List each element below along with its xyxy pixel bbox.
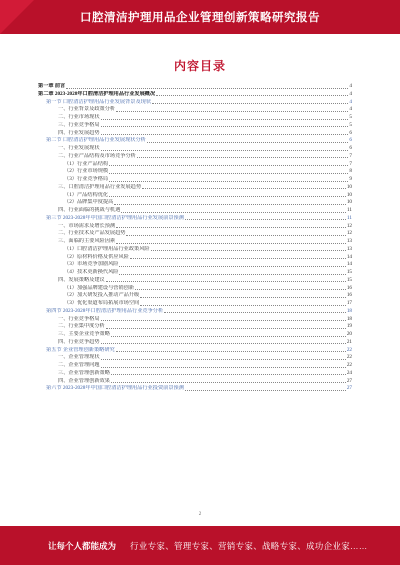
toc-entry-page: 10	[346, 183, 352, 190]
toc-entry-page: 6	[349, 137, 352, 144]
toc-entry[interactable]	[38, 300, 352, 308]
toc-entry-label: （3）行业竞争格局	[64, 176, 109, 182]
toc-entry-page: 5	[349, 121, 352, 128]
toc-entry[interactable]	[38, 277, 352, 285]
toc-entry-label: （2）加大研发投入推动产品升级	[64, 292, 140, 299]
toc-entry-label: 第三节 2023-2028年中国口腔清洁护理用品行业发展前景预测	[46, 214, 184, 221]
toc-entry-label: 三、企业管理创新策略	[58, 369, 110, 376]
toc-leader-dots	[185, 215, 346, 221]
toc-leader-dots	[164, 308, 346, 314]
toc-entry[interactable]	[38, 238, 352, 246]
toc-entry-page: 27	[346, 385, 352, 392]
toc-leader-dots	[137, 153, 349, 159]
toc-entry[interactable]	[38, 114, 352, 122]
toc-entry-label: 二、行业产品结构及市场竞争分析	[58, 152, 136, 159]
toc-entry[interactable]	[38, 199, 352, 207]
toc-entry-label: 三、行业竞争格局	[58, 121, 100, 128]
document-title: 口腔清洁护理用品企业管理创新策略研究报告	[80, 12, 320, 24]
toc-entry-label: 二、企业管理问题	[58, 362, 100, 368]
toc-leader-dots	[152, 99, 348, 105]
toc-leader-dots	[116, 106, 348, 112]
toc-entry[interactable]	[38, 91, 352, 99]
toc-entry-label: （4）技术更新换代风险	[64, 269, 119, 275]
toc-leader-dots	[147, 137, 349, 143]
toc-entry-page: 9	[349, 176, 352, 182]
toc-entry[interactable]	[38, 137, 352, 145]
toc-entry-label: 三、主要企业竞争策略	[58, 331, 110, 337]
toc-entry-label: 一、企业管理现状	[58, 354, 100, 361]
toc-leader-dots	[109, 192, 346, 198]
toc-leader-dots	[116, 223, 346, 229]
toc-entry[interactable]	[38, 168, 352, 176]
toc-entry-label: 四、行业面临的挑战与机遇	[58, 207, 121, 213]
toc-entry-page: 10	[346, 199, 352, 206]
toc-entry[interactable]	[38, 308, 352, 316]
toc-leader-dots	[106, 277, 346, 283]
toc-entry-page: 10	[346, 191, 352, 198]
toc-entry[interactable]	[38, 122, 352, 130]
toc-leader-dots	[101, 130, 349, 136]
toc-entry-label: 第六节 2023-2028年中国口腔清洁护理用品行业投资前景预测	[46, 385, 184, 392]
toc-entry-label: 三、面临的主要风险因素	[58, 238, 116, 244]
toc-entry[interactable]	[38, 331, 352, 339]
toc-entry-page: 12	[346, 222, 352, 229]
toc-entry[interactable]	[38, 230, 352, 238]
toc-entry-page: 4	[349, 98, 352, 105]
toc-entry[interactable]	[38, 323, 352, 331]
footer-slogan-right: 行业专家、管理专家、营销专家、战略专家、成功企业家……	[130, 541, 368, 551]
toc-entry[interactable]	[38, 161, 352, 169]
toc-entry-page: 16	[346, 284, 352, 291]
toc-entry-page: 18	[346, 307, 352, 314]
toc-entry-page: 5	[349, 114, 352, 120]
toc-entry[interactable]	[38, 362, 352, 370]
header-banner	[0, 0, 400, 34]
toc-leader-dots	[101, 354, 346, 360]
toc-entry-label: 四、行业竞争趋势	[58, 338, 100, 345]
toc-entry-label: 二、行业市场现状	[58, 114, 100, 120]
toc-leader-dots	[109, 168, 348, 174]
toc-entry-page: 4	[349, 106, 352, 113]
toc-leader-dots	[130, 254, 346, 260]
toc-leader-dots	[142, 184, 346, 190]
toc-entry-label: 二、行业技术及产品发展趋势	[58, 230, 126, 237]
toc-entry-page: 8	[349, 168, 352, 175]
toc-entry-label: 三、口腔清洁护理用品行业发展趋势	[58, 183, 142, 190]
toc-entry[interactable]	[38, 106, 352, 114]
toc-entry-label: （3）优化渠道布局拓展市场空间	[64, 300, 140, 306]
toc-entry-label: 第二章 2023-2028年口腔清洁护理用品行业发展概况	[38, 90, 156, 97]
toc-entry-page: 6	[349, 145, 352, 151]
toc-entry[interactable]	[38, 385, 352, 393]
toc-entry-page: 19	[346, 323, 352, 330]
toc-entry[interactable]	[38, 261, 352, 269]
toc-entry[interactable]	[38, 347, 352, 355]
toc-entry-label: 四、行业发展趋势	[58, 129, 100, 136]
toc-leader-dots	[140, 300, 346, 306]
toc-entry[interactable]	[38, 370, 352, 378]
toc-leader-dots	[114, 199, 346, 205]
toc-entry[interactable]	[38, 339, 352, 347]
toc-entry-label: （2）品牌集中度提高	[64, 199, 114, 206]
toc-entry[interactable]	[38, 292, 352, 300]
toc-entry[interactable]	[38, 192, 352, 200]
toc-leader-dots	[116, 347, 346, 353]
toc-heading: 内容目录	[173, 59, 226, 73]
toc-entry[interactable]	[38, 316, 352, 324]
toc-entry-page: 4	[349, 83, 352, 89]
toc-entry-page: 4	[349, 90, 352, 97]
toc-leader-dots	[101, 114, 349, 120]
toc-leader-dots	[121, 207, 346, 213]
table-of-contents	[38, 83, 352, 393]
toc-leader-dots	[101, 362, 346, 368]
toc-leader-dots	[151, 246, 346, 252]
toc-leader-dots	[109, 161, 348, 167]
toc-entry-label: （3）市场竞争加剧风险	[64, 261, 119, 268]
toc-entry-label: （1）加强品牌建设与营销创新	[64, 284, 135, 291]
toc-entry[interactable]	[38, 354, 352, 362]
toc-entry[interactable]	[38, 83, 352, 91]
toc-entry-page: 20	[346, 331, 352, 337]
toc-entry-page: 13	[346, 245, 352, 252]
toc-entry-label: 四、企业管理创新效果	[58, 377, 110, 384]
toc-entry-label: 四、发展策略及建议	[58, 276, 105, 283]
toc-entry-page: 17	[346, 300, 352, 306]
toc-entry-label: （2）原材料价格及供应风险	[64, 253, 129, 260]
toc-entry-page: 7	[349, 160, 352, 167]
toc-leader-dots	[119, 261, 345, 267]
toc-entry[interactable]	[38, 223, 352, 231]
toc-entry-label: 第一章 前言	[38, 83, 66, 89]
toc-entry[interactable]	[38, 269, 352, 277]
footer-slogan-left: 让每个人都能成为	[48, 541, 117, 551]
toc-entry-label: （1）产品结构优化	[64, 191, 109, 198]
toc-entry-page: 6	[349, 129, 352, 136]
toc-entry-page: 22	[346, 362, 352, 368]
toc-leader-dots	[111, 378, 346, 384]
toc-entry-page: 24	[346, 369, 352, 376]
toc-leader-dots	[185, 385, 346, 391]
toc-entry-label: 一、市场需求及增长预测	[58, 222, 116, 229]
toc-entry-label: 第一节 口腔清洁护理用品行业发展背景及现状	[46, 98, 152, 105]
toc-entry[interactable]	[38, 254, 352, 262]
toc-leader-dots	[126, 230, 345, 236]
toc-leader-dots	[156, 91, 348, 97]
toc-leader-dots	[135, 285, 346, 291]
toc-entry-label: 二、行业集中度分析	[58, 323, 105, 330]
toc-leader-dots	[101, 122, 349, 128]
toc-entry-label: 一、行业背景及政策分析	[58, 106, 116, 113]
toc-entry[interactable]	[38, 184, 352, 192]
toc-entry[interactable]	[38, 378, 352, 386]
toc-leader-dots	[140, 292, 346, 298]
toc-leader-dots	[116, 238, 346, 244]
toc-entry-page: 18	[346, 315, 352, 322]
toc-leader-dots	[119, 269, 345, 275]
toc-entry-label: 一、行业竞争格局	[58, 315, 100, 322]
toc-entry-page: 14	[346, 261, 352, 268]
toc-entry-page: 15	[346, 269, 352, 275]
toc-entry[interactable]	[38, 176, 352, 184]
toc-entry-label: 第二节 口腔清洁护理用品行业发展现状分析	[46, 137, 146, 144]
toc-entry[interactable]	[38, 246, 352, 254]
toc-leader-dots	[106, 323, 346, 329]
toc-entry[interactable]	[38, 215, 352, 223]
footer-banner	[0, 526, 400, 565]
toc-entry-label: （1）口腔清洁护理用品行业政策风险	[64, 245, 150, 252]
toc-entry-label: 第五节 企业管理创新策略研究	[46, 346, 115, 353]
toc-entry[interactable]	[38, 207, 352, 215]
toc-entry-page: 14	[346, 253, 352, 260]
toc-entry[interactable]	[38, 99, 352, 107]
toc-leader-dots	[109, 176, 348, 182]
toc-entry-page: 12	[346, 230, 352, 237]
toc-entry[interactable]	[38, 145, 352, 153]
toc-entry-page: 27	[346, 377, 352, 384]
toc-entry-page: 15	[346, 276, 352, 283]
toc-entry-page: 16	[346, 292, 352, 299]
toc-leader-dots	[111, 331, 346, 337]
toc-entry-page: 22	[346, 346, 352, 353]
toc-entry[interactable]	[38, 285, 352, 293]
toc-entry-label: （1）行业产品结构	[64, 160, 109, 167]
toc-entry[interactable]	[38, 153, 352, 161]
toc-leader-dots	[101, 145, 349, 151]
page-number: 2	[198, 512, 202, 517]
toc-leader-dots	[101, 316, 346, 322]
toc-entry-page: 7	[349, 152, 352, 159]
toc-entry-label: （2）行业市场规模	[64, 168, 109, 175]
toc-entry-page: 11	[347, 214, 352, 221]
toc-entry-page: 21	[346, 338, 352, 345]
toc-leader-dots	[66, 83, 348, 89]
toc-entry-page: 13	[346, 238, 352, 244]
toc-entry-page: 22	[346, 354, 352, 361]
toc-entry[interactable]	[38, 130, 352, 138]
toc-entry-page: 11	[347, 207, 352, 213]
toc-entry-label: 第四节 2023-2028年口腔清洁护理用品行业竞争分析	[46, 307, 164, 314]
toc-leader-dots	[101, 339, 346, 345]
toc-entry-label: 一、行业发展现状	[58, 145, 100, 151]
toc-leader-dots	[111, 370, 346, 376]
